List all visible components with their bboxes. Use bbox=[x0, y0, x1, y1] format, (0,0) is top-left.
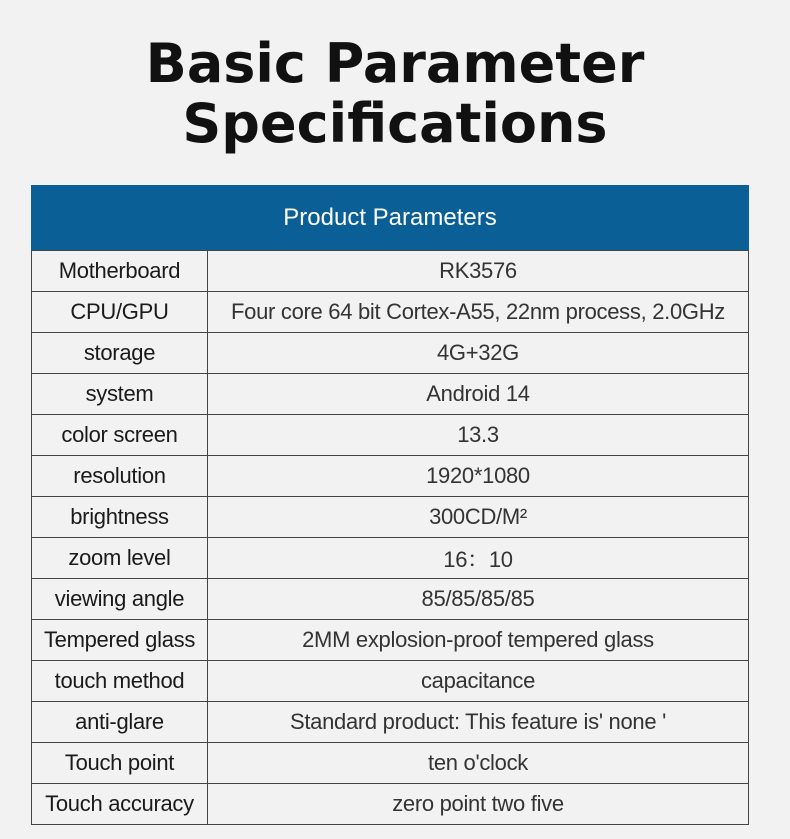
row-key-viewing-angle: viewing angle bbox=[32, 579, 208, 620]
table-row bbox=[32, 743, 749, 784]
row-value-viewing-angle: 85/85/85/85 bbox=[208, 579, 749, 620]
table-row bbox=[32, 497, 749, 538]
panel-header bbox=[31, 185, 749, 250]
row-key-color-screen: color screen bbox=[32, 415, 208, 456]
table-row bbox=[32, 784, 749, 825]
table-row bbox=[32, 374, 749, 415]
row-key-anti-glare: anti-glare bbox=[32, 702, 208, 743]
row-value-cpu-gpu: Four core 64 bit Cortex-A55, 22nm process, 2.0GHz bbox=[208, 292, 749, 333]
table-row bbox=[32, 292, 749, 333]
row-key-touch-accuracy: Touch accuracy bbox=[32, 784, 208, 825]
row-key-tempered-glass: Tempered glass bbox=[32, 620, 208, 661]
row-value-zoom-level: 16：10 bbox=[208, 538, 749, 579]
table-row bbox=[32, 579, 749, 620]
table-row bbox=[32, 415, 749, 456]
row-key-system: system bbox=[32, 374, 208, 415]
row-key-resolution: resolution bbox=[32, 456, 208, 497]
row-key-cpu-gpu: CPU/GPU bbox=[32, 292, 208, 333]
row-value-color-screen: 13.3 bbox=[208, 415, 749, 456]
row-value-tempered-glass: 2MM explosion-proof tempered glass bbox=[208, 620, 749, 661]
table-row bbox=[32, 251, 749, 292]
table-row bbox=[32, 456, 749, 497]
row-value-touch-point: ten o'clock bbox=[208, 743, 749, 784]
row-value-storage: 4G+32G bbox=[208, 333, 749, 374]
panel-header-title: Product Parameters bbox=[283, 203, 497, 231]
row-value-motherboard: RK3576 bbox=[208, 251, 749, 292]
row-value-anti-glare: Standard product: This feature is' none ' bbox=[208, 702, 749, 743]
row-key-motherboard: Motherboard bbox=[32, 251, 208, 292]
row-value-resolution: 1920*1080 bbox=[208, 456, 749, 497]
table-row bbox=[32, 538, 749, 579]
table-row bbox=[32, 661, 749, 702]
product-parameters-panel bbox=[31, 185, 749, 825]
row-value-touch-method: capacitance bbox=[208, 661, 749, 702]
table-row bbox=[32, 333, 749, 374]
table-row bbox=[32, 702, 749, 743]
page-title-line-2: Specifications bbox=[182, 92, 608, 155]
row-key-storage: storage bbox=[32, 333, 208, 374]
spec-table bbox=[31, 250, 749, 825]
row-key-touch-method: touch method bbox=[32, 661, 208, 702]
page-title-line-1: Basic Parameter bbox=[145, 32, 645, 95]
row-key-touch-point: Touch point bbox=[32, 743, 208, 784]
row-value-brightness: 300CD/M² bbox=[208, 497, 749, 538]
row-value-touch-accuracy: zero point two five bbox=[208, 784, 749, 825]
row-value-system: Android 14 bbox=[208, 374, 749, 415]
row-key-zoom-level: zoom level bbox=[32, 538, 208, 579]
page-title bbox=[0, 34, 790, 154]
row-key-brightness: brightness bbox=[32, 497, 208, 538]
table-row bbox=[32, 620, 749, 661]
